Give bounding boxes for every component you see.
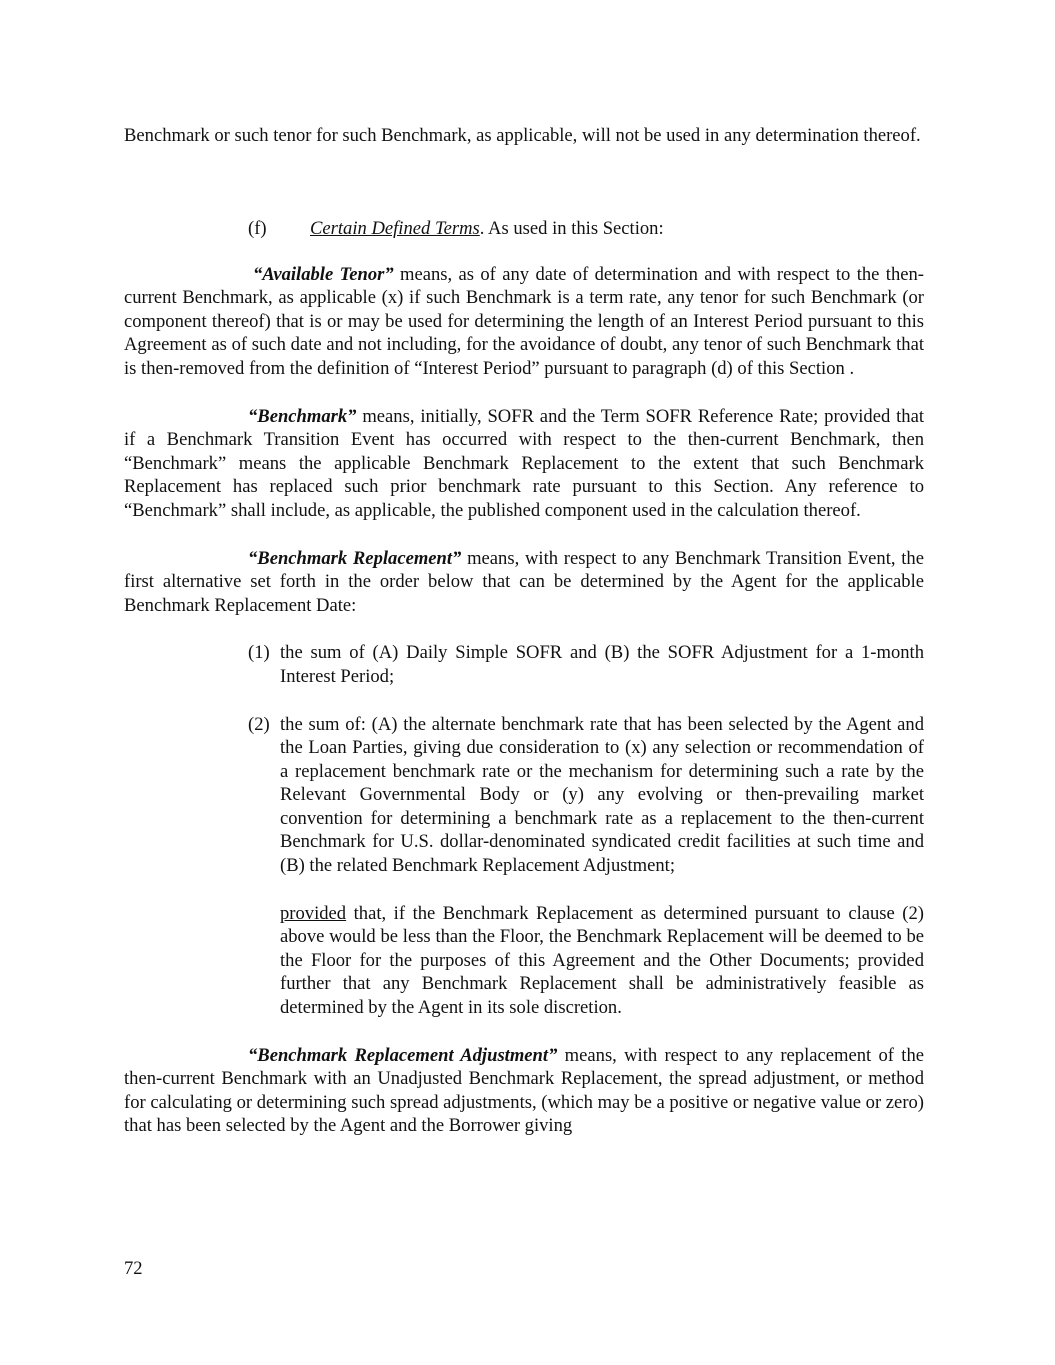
proviso-text [280, 902, 924, 1020]
definition-benchmark-replacement [124, 547, 924, 618]
carryover-paragraph: Benchmark or such tenor for such Benchmark, as applicable, will not be used in any determination thereof. [124, 125, 921, 146]
section-title: Certain Defined Terms [310, 218, 480, 239]
spacer [124, 381, 924, 405]
spacer [248, 878, 924, 902]
section-number: (f) [248, 218, 267, 239]
section-trailing-text: . As used in this Section: [479, 218, 664, 239]
spacer [124, 523, 924, 547]
replacement-alternatives-list [248, 641, 924, 1019]
page-number: 72 [124, 1258, 143, 1279]
definition-text: means, with respect to any Benchmark Transition Event, the first alternative set forth in the order below that can be determined by the Agent for the applicable Benchmark Replacement Date: [124, 547, 924, 616]
list-item-text: the sum of: (A) the alternate benchmark rate that has been selected by the Agent and the Loan Parties, giving due consideration to (x) any selection or recommendation of a replacement benchmark rate or the mechanism for determining such a rate by the Relevant Governmental Body or (y) any evolving or then-prevailing market convention for determining a benchmark rate as a replacement to the then-current Benchmark for U.S. dollar-denominated syndicated credit facilities at such time and (B) the related Benchmark Replacement Adjustment; [280, 713, 924, 877]
list-marker: (2) [248, 713, 270, 735]
proviso-block [248, 902, 924, 1020]
spacer [248, 689, 924, 713]
defined-term: “Available Tenor” [253, 263, 394, 285]
defined-term: “Benchmark Replacement” [248, 547, 462, 569]
defined-term: “Benchmark” [248, 405, 357, 427]
spacer [124, 148, 924, 263]
definition-text: means, initially, SOFR and the Term SOFR Reference Rate; provided that if a Benchmark Transition Event has occurred with respect to the then-current Benchmark, then “Benchmark” means the applicable Benchmark Replacement to the extent that such Benchmark Replacement has replaced such prior benchmark rate pursuant to this Section. Any reference to “Benchmark” shall include, as applicable, the published component used in the calculation thereof. [124, 405, 924, 521]
defined-term: “Benchmark Replacement Adjustment” [248, 1044, 558, 1066]
definition-available-tenor [124, 263, 924, 381]
list-marker: (1) [248, 642, 270, 664]
definition-text: means, as of any date of determination and with respect to the then-current Benchmark, as applicable (x) if such Benchmark is a term rate, any tenor for such Benchmark (or component thereof) that is or may be used for determining the length of an Interest Period pursuant to this Agreement as of such date and not including, for the avoidance of doubt, any tenor of such Benchmark that is then-removed from the definition of “Interest Period” pursuant to paragraph (d) of this Section . [124, 263, 925, 379]
spacer [124, 617, 924, 641]
spacer [124, 1020, 924, 1044]
proviso-body: that, if the Benchmark Replacement as determined pursuant to clause (2) above would be less than the Floor, the Benchmark Replacement will be deemed to be the Floor for the purposes of this Agreement and the Other Documents; provided further that any Benchmark Replacement shall be administratively feasible as determined by the Agent in its sole discretion. [280, 902, 924, 1019]
list-item-text: the sum of (A) Daily Simple SOFR and (B) the SOFR Adjustment for a 1-month Interest Period; [280, 642, 924, 687]
definition-benchmark-replacement-adjustment [124, 1044, 924, 1138]
list-item [248, 713, 924, 878]
proviso-lead: provided [280, 902, 347, 924]
list-item [248, 641, 924, 688]
definition-benchmark [124, 405, 924, 523]
section-heading [124, 217, 664, 241]
definition-text: means, with respect to any replacement of the then-current Benchmark with an Unadjusted Benchmark Replacement, the spread adjustment, or method for calculating or determining such spread adjustments, (which may be a positive or negative value or zero) that has been selected by the Agent and the Borrower giving [124, 1044, 925, 1137]
document-page [124, 124, 924, 1138]
